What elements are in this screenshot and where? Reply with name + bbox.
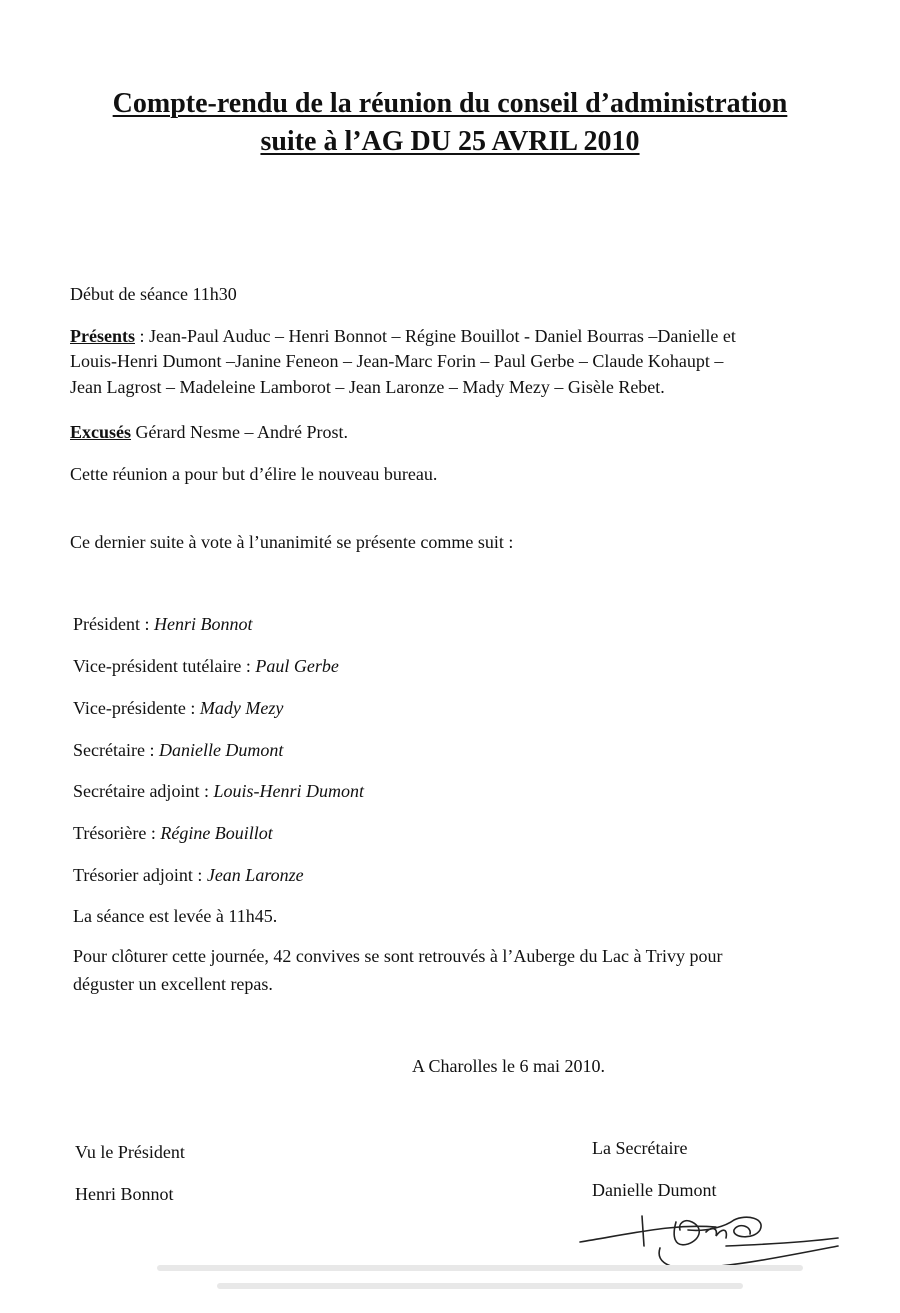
excused-label: Excusés — [70, 422, 132, 442]
role-label: Secrétaire adjoint : — [73, 781, 214, 801]
attendees-line-2: Louis-Henri Dumont –Janine Feneon – Jean-Marc Forin – Paul Gerbe – Claude Kohaupt – — [70, 351, 724, 371]
secretary-sign-title: La Secrétaire — [592, 1138, 688, 1158]
bureau-row-secretary — [73, 736, 283, 764]
title-line-2: suite à l’AG DU 25 AVRIL 2010 — [260, 126, 640, 157]
dinner-line-2: déguster un excellent repas. — [73, 974, 273, 994]
excused-line — [70, 418, 348, 446]
role-label: Trésorière : — [73, 823, 161, 843]
attendees-separator: : — [134, 326, 149, 346]
role-name: Henri Bonnot — [154, 614, 253, 634]
place-and-date: A Charolles le 6 mai 2010. — [412, 1056, 605, 1076]
meeting-purpose: Cette réunion a pour but d’élire le nouveau bureau. — [70, 464, 438, 484]
role-name: Jean Laronze — [206, 865, 304, 885]
bureau-row-president — [73, 610, 253, 638]
attendees-line-1 — [70, 322, 736, 350]
session-start: Début de séance 11h30 — [70, 284, 237, 304]
vote-intro: Ce dernier suite à vote à l’unanimité se présente comme suit : — [70, 532, 514, 552]
role-label: Vice-présidente : — [73, 698, 200, 718]
bureau-row-vice-presidente — [73, 694, 283, 722]
attendees-names-1: Jean-Paul Auduc – Henri Bonnot – Régine Bouillot - Daniel Bourras –Danielle et — [149, 326, 736, 346]
role-name: Régine Bouillot — [160, 823, 273, 843]
role-name: Danielle Dumont — [158, 740, 284, 760]
president-sign-title: Vu le Président — [75, 1142, 185, 1162]
title-line-1: Compte-rendu de la réunion du conseil d’administration — [112, 88, 788, 119]
bleed-through-marks — [40, 1260, 860, 1300]
role-label: Vice-président tutélaire : — [73, 656, 256, 676]
role-name: Louis-Henri Dumont — [213, 781, 364, 801]
dinner-line-1: Pour clôturer cette journée, 42 convives se sont retrouvés à l’Auberge du Lac à Trivy pour — [73, 946, 723, 966]
president-sign-name: Henri Bonnot — [75, 1184, 174, 1204]
bureau-row-assistant-secretary — [73, 777, 364, 805]
session-close: La séance est levée à 11h45. — [73, 906, 278, 926]
bureau-row-assistant-treasurer — [73, 861, 304, 889]
bureau-row-vice-president — [73, 652, 339, 680]
role-name: Mady Mezy — [199, 698, 284, 718]
role-label: Trésorier adjoint : — [73, 865, 207, 885]
role-label: Président : — [73, 614, 154, 634]
role-name: Paul Gerbe — [255, 656, 339, 676]
role-label: Secrétaire : — [73, 740, 159, 760]
bureau-row-treasurer — [73, 819, 273, 847]
excused-names: Gérard Nesme – André Prost. — [131, 422, 348, 442]
attendees-line-3: Jean Lagrost – Madeleine Lamborot – Jean Laronze – Mady Mezy – Gisèle Rebet. — [70, 377, 665, 397]
attendees-label: Présents — [70, 326, 135, 346]
secretary-sign-name: Danielle Dumont — [592, 1180, 717, 1200]
